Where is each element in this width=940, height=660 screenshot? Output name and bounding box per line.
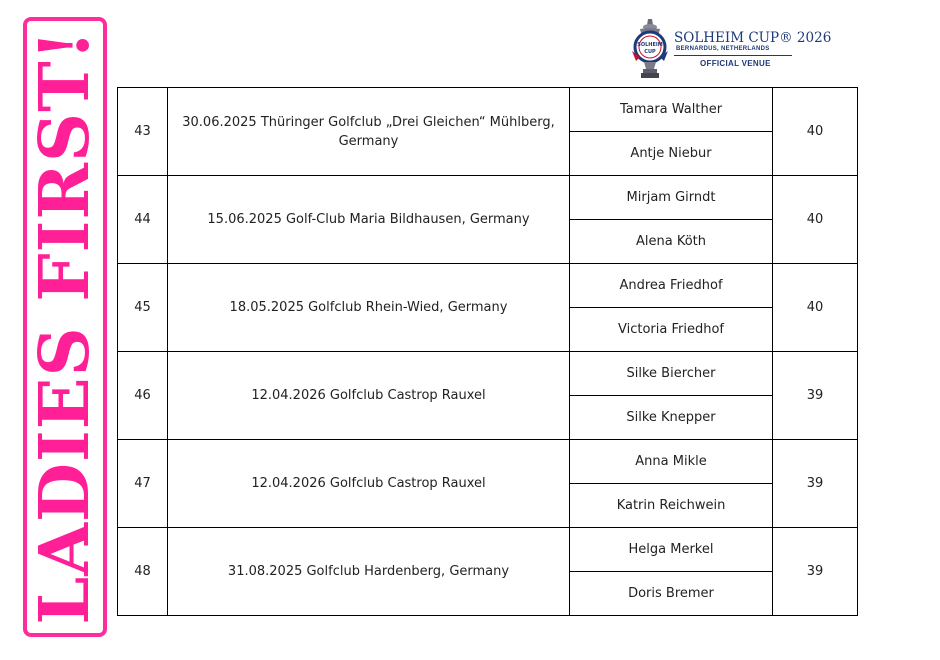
table-row (118, 528, 858, 572)
table-row (118, 176, 858, 220)
solheim-cup-logo (622, 15, 832, 81)
score-cell: 39 (773, 528, 858, 616)
rank-cell: 45 (118, 264, 168, 352)
score-cell: 40 (773, 264, 858, 352)
event-cell: 18.05.2025 Golfclub Rhein-Wied, Germany (168, 264, 570, 352)
logo-divider (674, 55, 792, 56)
logo-title: SOLHEIM CUP® 2026 (674, 30, 832, 46)
table-row (118, 88, 858, 132)
logo-subtitle: BERNARDUS, NETHERLANDS (676, 46, 770, 52)
rank-cell: 46 (118, 352, 168, 440)
rank-cell: 48 (118, 528, 168, 616)
player-cell: Andrea Friedhof (570, 264, 773, 308)
logo-venue: OFFICIAL VENUE (700, 59, 771, 68)
score-cell: 39 (773, 440, 858, 528)
player-cell: Tamara Walther (570, 88, 773, 132)
player-cell: Antje Niebur (570, 132, 773, 176)
event-cell: 30.06.2025 Thüringer Golfclub „Drei Gleichen“ Mühlberg, Germany (168, 88, 570, 176)
results-table (117, 87, 858, 616)
player-cell: Victoria Friedhof (570, 308, 773, 352)
emblem-text-solheim: SOLHEIM (637, 42, 663, 48)
player-cell: Mirjam Girndt (570, 176, 773, 220)
player-cell: Anna Mikle (570, 440, 773, 484)
emblem-text-cup: CUP (644, 49, 656, 55)
ladies-first-banner (23, 17, 107, 637)
player-cell: Helga Merkel (570, 528, 773, 572)
score-cell: 40 (773, 176, 858, 264)
event-cell: 15.06.2025 Golf-Club Maria Bildhausen, Germany (168, 176, 570, 264)
player-cell: Silke Knepper (570, 396, 773, 440)
results-table-body (118, 88, 858, 616)
banner-title: LADIES FIRST! (25, 29, 105, 625)
table-row (118, 264, 858, 308)
player-cell: Doris Bremer (570, 572, 773, 616)
player-cell: Silke Biercher (570, 352, 773, 396)
event-cell: 12.04.2026 Golfclub Castrop Rauxel (168, 352, 570, 440)
solheim-cup-trophy-icon (626, 17, 674, 81)
score-cell: 40 (773, 88, 858, 176)
rank-cell: 44 (118, 176, 168, 264)
rank-cell: 47 (118, 440, 168, 528)
player-cell: Alena Köth (570, 220, 773, 264)
player-cell: Katrin Reichwein (570, 484, 773, 528)
table-row (118, 352, 858, 396)
score-cell: 39 (773, 352, 858, 440)
table-row (118, 440, 858, 484)
event-cell: 31.08.2025 Golfclub Hardenberg, Germany (168, 528, 570, 616)
event-cell: 12.04.2026 Golfclub Castrop Rauxel (168, 440, 570, 528)
rank-cell: 43 (118, 88, 168, 176)
